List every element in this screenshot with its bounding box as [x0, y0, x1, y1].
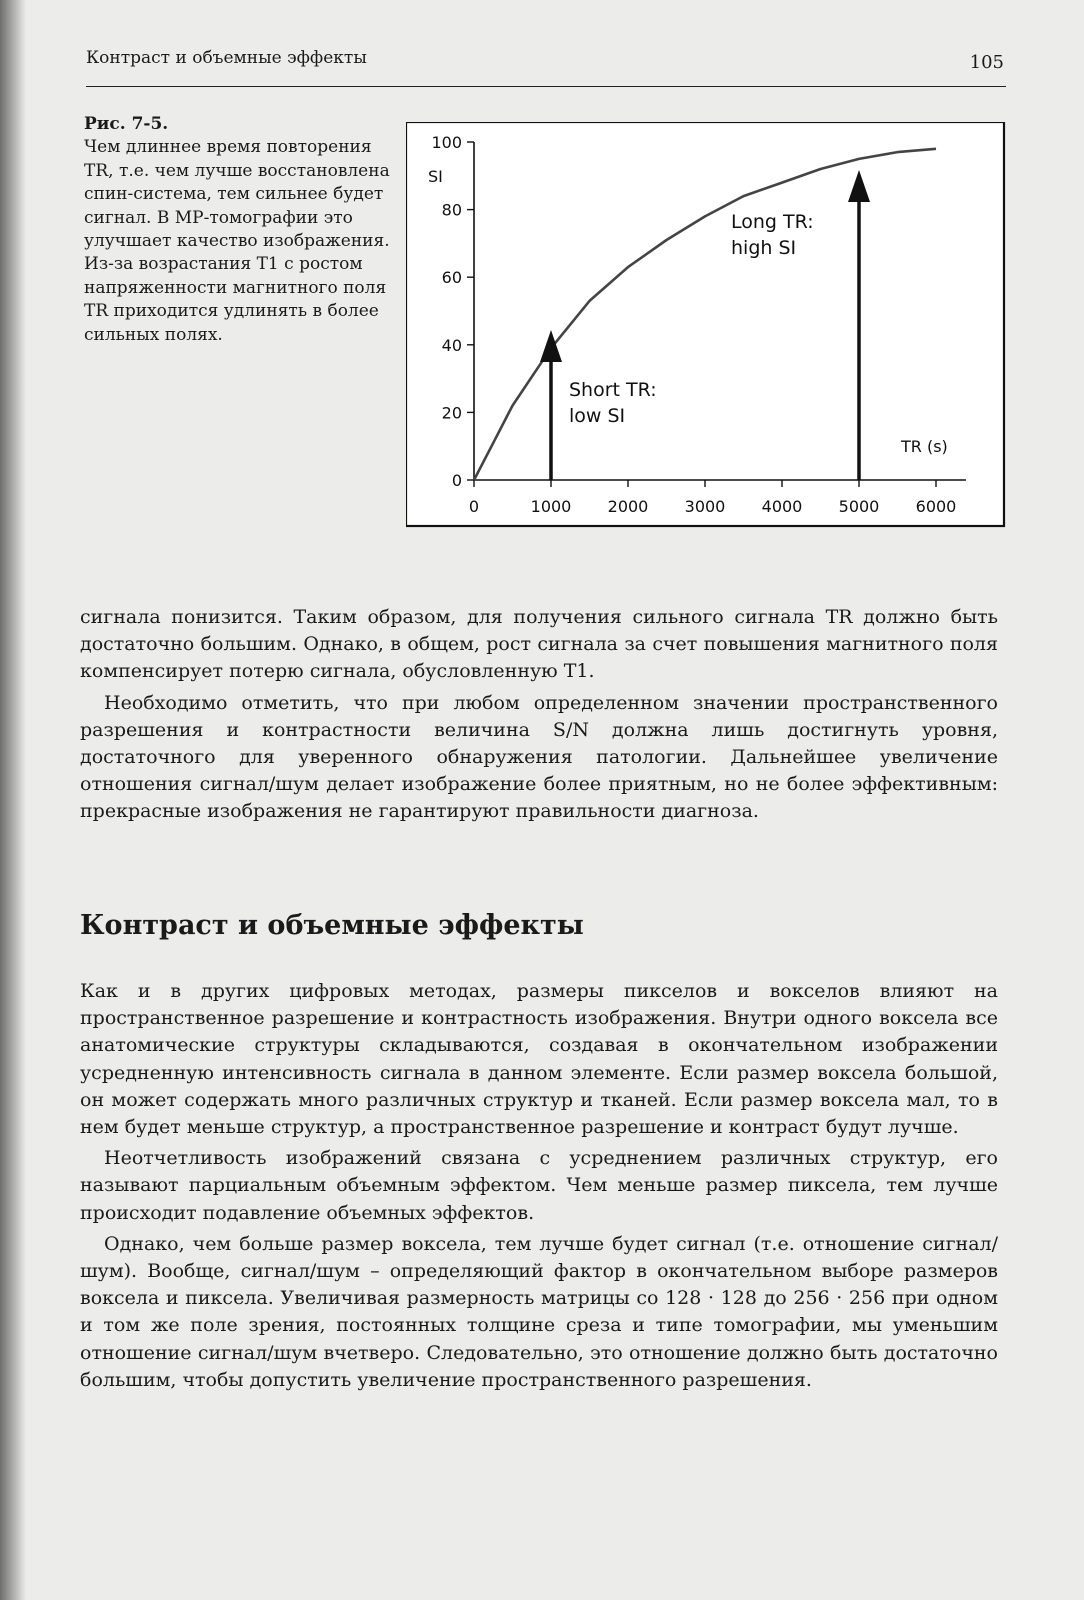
x-tick-label: 3000: [684, 497, 726, 516]
x-tick-label: 6000: [915, 497, 957, 516]
annotation-label-line2: high SI: [731, 237, 797, 259]
annotation-label-line1: Short TR:: [569, 379, 657, 401]
x-tick-label: 0: [468, 497, 480, 516]
paragraph-sn-note: Необходимо отметить, что при любом определенном значении пространственного разрешения и контрастности величина S/N должна лишь достигнуть уровня, достаточного для уверенного обнаружения патологии. Дальнейшее увеличение отношения сигнал/шум делает изображение более приятным, но не более эффективным: прекрасные изображения не гарантируют правильности диагноза.: [80, 691, 998, 823]
y-tick-label: 0: [451, 471, 462, 490]
x-axis-label: TR (s): [901, 437, 948, 456]
tr-si-chart: [406, 122, 1006, 542]
x-tick-label: 1000: [530, 497, 572, 516]
y-axis-label: SI: [428, 167, 443, 186]
body-text-upper: [80, 604, 998, 826]
y-tick-label: 100: [431, 133, 462, 152]
figure-caption-text: Чем длиннее время повторения TR, т.е. чем лучше восстановлена спин-система, тем сильнее будет сигнал. В МР-томографии это улучшает качество изображения. Из-за возрастания T1 с ростом напряженности магнитного поля TR приходится удлинять в более сильных полях.: [84, 137, 390, 345]
y-tick-label: 60: [441, 268, 462, 288]
y-tick-label: 20: [441, 403, 462, 423]
page-binding-shadow: [0, 0, 26, 1600]
figure-caption: [84, 113, 404, 347]
running-title: Контраст и объемные эффекты: [86, 48, 367, 68]
paragraph-voxel-size: Как и в других цифровых методах, размеры пикселов и вокселов влияют на пространственное разрешение и контрастность изображения. Внутри одного воксела все анатомические структуры складываются, создавая в окончательном изображении усредненную интенсивность сигнала в данном элементе. Если размер воксела большой, он может содержать много различных структур и тканей. Если размер воксела мал, то в нем будет меньше структур, а пространственное разрешение и контраст будут лучше.: [80, 980, 998, 1139]
annotation-label-line1: Long TR:: [731, 211, 814, 233]
paragraph-signal-noise: Однако, чем больше размер воксела, тем лучше будет сигнал (т.е. отношение сигнал/шум). Вообще, сигнал/шум – определяющий фактор в окончательном выборе размеров воксела и пиксела. Увеличивая размерность матрицы со 128 · 128 до 256 · 256 при одном и том же поле зрения, постоянных толщине среза и типе томографии, мы уменьшим отношение сигнал/шум вчетверо. Следовательно, это отношение должно быть достаточно большим, чтобы допустить увеличение пространственного разрешения.: [80, 1232, 998, 1391]
y-tick-label: 80: [441, 200, 462, 220]
annotation-label-line2: low SI: [569, 405, 626, 427]
x-tick-label: 4000: [761, 497, 803, 516]
x-tick-label: 5000: [838, 497, 880, 516]
paragraph-continuation: сигнала понизится. Таким образом, для получения сильного сигнала TR должно быть достаточно большим. Однако, в общем, рост сигнала за счет повышения магнитного поля компенсирует потерю сигнала, обусловленную T1.: [80, 606, 998, 683]
page-number: 105: [969, 52, 1004, 73]
section-heading: Контраст и объемные эффекты: [80, 910, 584, 941]
paragraph-partial-volume: Неотчетливость изображений связана с усреднением различных структур, его называют парциальным объемным эффектом. Чем меньше размер пиксела, тем лучше происходит подавление объемных эффектов.: [80, 1147, 998, 1224]
chart-frame: [406, 122, 1004, 526]
y-tick-label: 40: [441, 335, 462, 355]
running-header: [86, 46, 1006, 87]
figure-label: Рис. 7-5.: [84, 114, 169, 134]
body-text-section: [80, 978, 998, 1394]
x-tick-label: 2000: [607, 497, 649, 516]
chart-svg: [406, 122, 1006, 542]
